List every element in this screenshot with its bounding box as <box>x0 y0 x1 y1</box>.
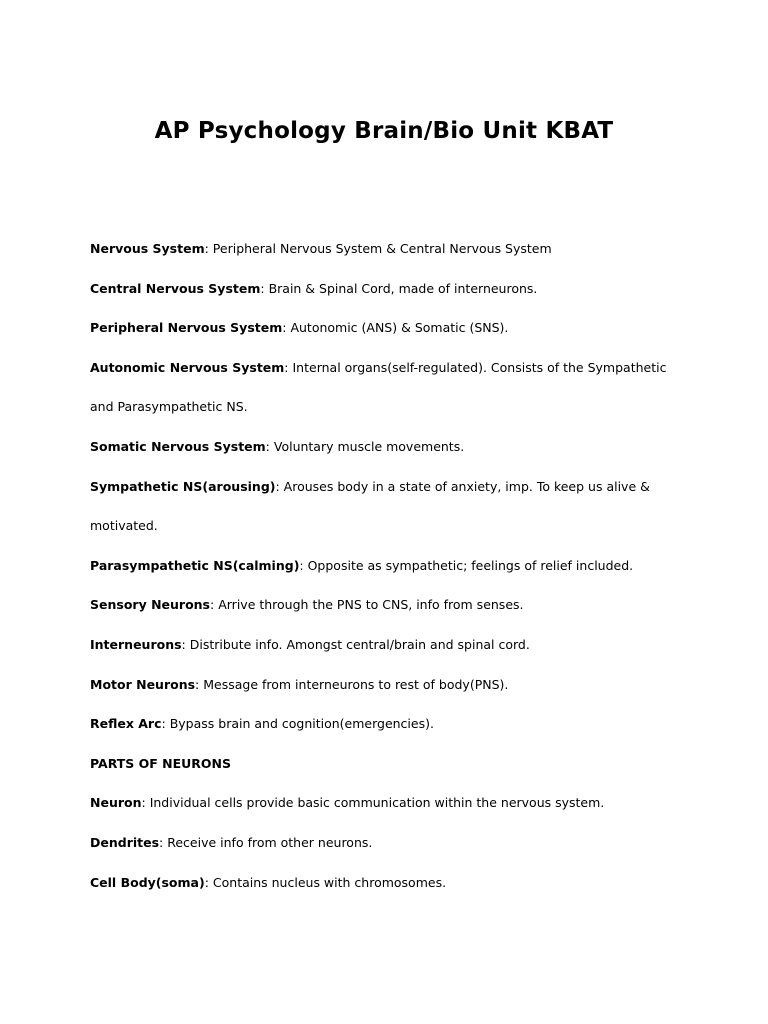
definition-line <box>90 823 690 863</box>
definition-line <box>90 783 690 823</box>
definition-text: Internal organs(self-regulated). Consists of the Sympathetic <box>288 359 667 375</box>
definition-text: Message from interneurons to rest of body(PNS). <box>199 676 509 692</box>
continuation-line <box>90 506 690 546</box>
definition-separator: : <box>181 636 186 652</box>
definition-separator: : <box>204 874 209 890</box>
definition-text: Arrive through the PNS to CNS, info from senses. <box>214 597 524 613</box>
definition-term: Interneurons <box>90 636 182 652</box>
definition-line <box>90 348 690 388</box>
definition-separator: : <box>275 478 280 494</box>
definition-separator: : <box>141 795 146 811</box>
definition-term: Motor Neurons <box>90 676 196 692</box>
definition-line <box>90 427 690 467</box>
definition-separator: : <box>210 597 215 613</box>
definition-separator: : <box>161 716 166 732</box>
definition-separator: : <box>260 280 265 296</box>
definition-separator: : <box>299 557 304 573</box>
definition-term: Reflex Arc <box>90 716 162 732</box>
definition-text: Brain & Spinal Cord, made of interneurons. <box>264 280 538 296</box>
definition-line <box>90 625 690 665</box>
definition-text: and Parasympathetic NS. <box>90 399 248 415</box>
definition-line <box>90 704 690 744</box>
definition-line <box>90 546 690 586</box>
definition-text: Voluntary muscle movements. <box>269 438 465 454</box>
definition-separator: : <box>265 438 270 454</box>
definition-term: Cell Body(soma) <box>90 874 205 890</box>
definition-text: Bypass brain and cognition(emergencies). <box>165 716 434 732</box>
definition-line <box>90 665 690 705</box>
definition-text: Distribute info. Amongst central/brain and spinal cord. <box>185 636 530 652</box>
definition-line <box>90 467 690 507</box>
definition-term: Somatic Nervous System <box>90 438 266 454</box>
definition-separator: : <box>282 320 287 336</box>
definition-text: Opposite as sympathetic; feelings of relief included. <box>303 557 634 573</box>
section-heading-text: PARTS OF NEURONS <box>90 755 232 771</box>
definition-term: Nervous System <box>90 241 205 256</box>
definition-term: Neuron <box>90 795 142 811</box>
continuation-line <box>90 387 690 427</box>
definition-line <box>90 269 690 309</box>
definition-term: Peripheral Nervous System <box>90 320 283 336</box>
definition-separator: : <box>159 834 164 850</box>
definition-text: Peripheral Nervous System & Central Nervous System <box>208 241 552 256</box>
definition-term: Dendrites <box>90 834 160 850</box>
definition-separator: : <box>195 676 200 692</box>
definition-text: Individual cells provide basic communication within the nervous system. <box>145 795 605 811</box>
definition-text: Autonomic (ANS) & Somatic (SNS). <box>286 320 509 336</box>
definition-separator: : <box>284 359 289 375</box>
definition-text: motivated. <box>90 518 158 534</box>
definition-term: Autonomic Nervous System <box>90 359 285 375</box>
definition-text: Contains nucleus with chromosomes. <box>208 874 447 890</box>
definition-text: Arouses body in a state of anxiety, imp. To keep us alive & <box>279 478 650 494</box>
document-title: AP Psychology Brain/Bio Unit KBAT <box>154 118 614 144</box>
definition-line <box>90 585 690 625</box>
definition-term: Sympathetic NS(arousing) <box>90 478 276 494</box>
definition-term: Central Nervous System <box>90 280 261 296</box>
definition-text: Receive info from other neurons. <box>163 834 373 850</box>
definition-term: Sensory Neurons <box>90 597 211 613</box>
definition-separator: : <box>204 241 209 256</box>
definition-line <box>90 308 690 348</box>
definition-line <box>90 863 690 903</box>
definition-line <box>90 229 690 269</box>
definition-term: Parasympathetic NS(calming) <box>90 557 300 573</box>
section-heading <box>90 744 690 784</box>
document-body <box>90 229 690 902</box>
